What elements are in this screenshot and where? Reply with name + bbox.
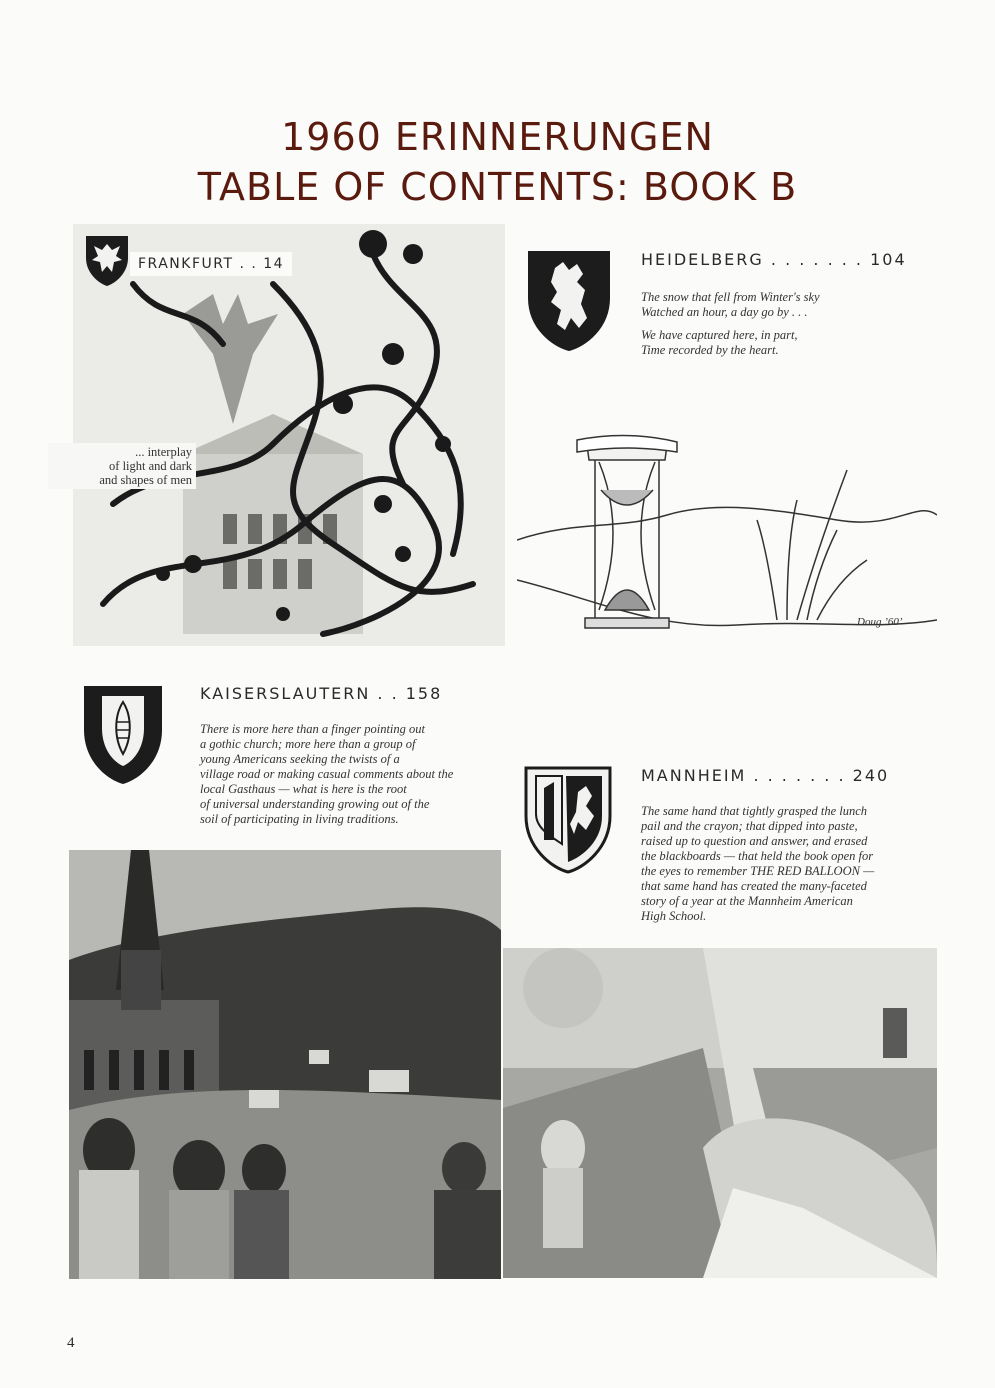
frankfurt-caption <box>48 443 196 489</box>
frankfurt-heading: FRANKFURT . . 14 <box>130 252 292 276</box>
verse-line: The snow that fell from Winter's sky <box>641 290 820 304</box>
text-line: village road or making casual comments about the <box>200 767 454 781</box>
artist-signature: Doug ’60’ <box>857 616 903 628</box>
abstract-drip-painting <box>73 224 505 646</box>
kaiserslautern-heading: KAISERSLAUTERN . . 158 <box>200 684 443 703</box>
page-title <box>0 112 995 212</box>
text-line: High School. <box>641 909 707 923</box>
verse-stanza-1 <box>641 290 901 320</box>
village-church-photo <box>69 850 501 1279</box>
frankfurt-shield-icon <box>84 234 130 288</box>
text-line: raised up to question and answer, and erased <box>641 834 868 848</box>
caption-line: and shapes of men <box>99 473 192 487</box>
text-line: that same hand has created the many-faceted <box>641 879 867 893</box>
verse-line: Watched an hour, a day go by . . . <box>641 305 808 319</box>
text-line: the eyes to remember THE RED BALLOON — <box>641 864 875 878</box>
text-line: the blackboards — that held the book open for <box>641 849 874 863</box>
frankfurt-artwork <box>73 224 505 646</box>
hourglass-drawing <box>517 430 937 650</box>
verse-line: Time recorded by the heart. <box>641 343 779 357</box>
mannheim-text <box>641 804 941 924</box>
heidelberg-heading: HEIDELBERG . . . . . . . 104 <box>641 250 907 269</box>
text-line: local Gasthaus — what is here is the root <box>200 782 407 796</box>
text-line: a gothic church; more here than a group of <box>200 737 416 751</box>
kaiserslautern-shield-icon <box>80 682 166 788</box>
text-line: pail and the crayon; that dipped into paste, <box>641 819 858 833</box>
verse-stanza-2 <box>641 328 901 358</box>
text-line: of universal understanding growing out of the <box>200 797 430 811</box>
kaiserslautern-text <box>200 722 500 827</box>
caption-line: of light and dark <box>109 459 192 473</box>
mannheim-heading: MANNHEIM . . . . . . . 240 <box>641 766 890 785</box>
page-number: 4 <box>67 1335 75 1351</box>
text-line: There is more here than a finger pointing out <box>200 722 425 736</box>
verse-line: We have captured here, in part, <box>641 328 798 342</box>
text-line: young Americans seeking the twists of a <box>200 752 400 766</box>
text-line: soil of participating in living traditions. <box>200 812 399 826</box>
title-line-1: 1960 ERINNERUNGEN <box>281 115 714 159</box>
title-line-2: TABLE OF CONTENTS: BOOK B <box>197 165 798 209</box>
text-line: The same hand that tightly grasped the lunch <box>641 804 868 818</box>
text-line: story of a year at the Mannheim American <box>641 894 853 908</box>
mannheim-shield-icon <box>522 764 614 876</box>
caption-line: ... interplay <box>135 445 192 459</box>
hand-on-book-photo <box>503 948 937 1278</box>
heidelberg-verse <box>641 290 901 366</box>
heidelberg-shield-icon <box>525 248 613 354</box>
